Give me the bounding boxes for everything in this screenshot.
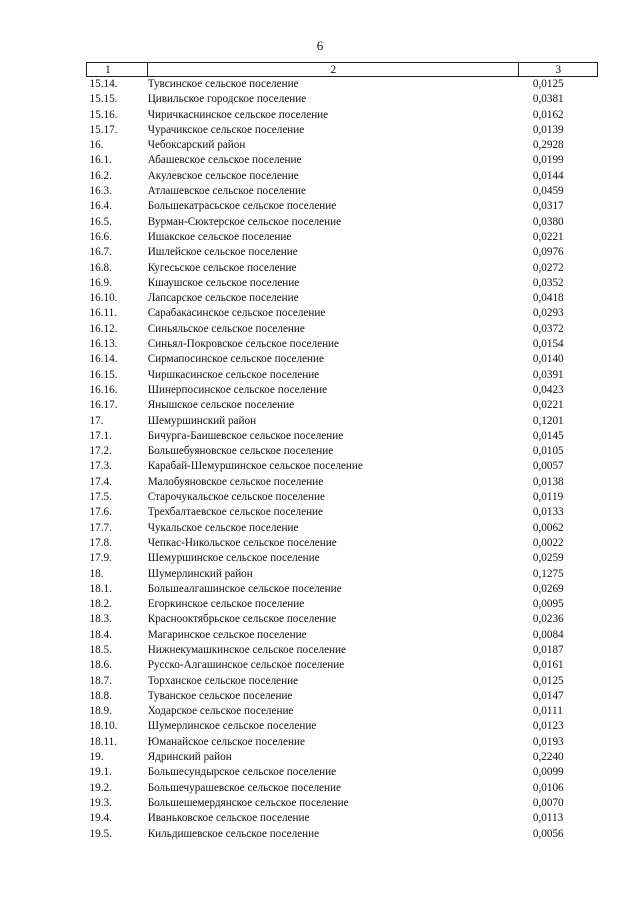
table-row xyxy=(87,414,598,429)
row-name: Вурман-Сюктерское сельское поселение xyxy=(147,215,342,228)
row-name: Туванское сельское поселение xyxy=(147,689,293,702)
row-name: Шемуршинское сельское поселение xyxy=(147,552,320,565)
table-row xyxy=(87,383,598,398)
table-row xyxy=(87,750,598,765)
row-number: 16.3. xyxy=(89,185,112,198)
row-number: 17.9. xyxy=(89,552,112,565)
table-row xyxy=(87,77,598,93)
table-row xyxy=(87,184,598,199)
row-name: Ядринский район xyxy=(147,751,232,764)
row-name: Трехбалтаевское сельское поселение xyxy=(147,506,324,519)
row-name: Абашевское сельское поселение xyxy=(147,154,302,167)
row-name: Ишакское сельское поселение xyxy=(147,230,292,243)
row-value: 0,0293 xyxy=(532,307,564,320)
table-row xyxy=(87,245,598,260)
row-name: Лапсарское сельское поселение xyxy=(147,292,299,305)
row-number: 18.11. xyxy=(89,735,118,748)
row-number: 17. xyxy=(89,414,104,427)
row-number: 16.11. xyxy=(89,307,118,320)
table-row xyxy=(87,261,598,276)
row-value: 0,0352 xyxy=(532,276,564,289)
table-row xyxy=(87,199,598,214)
row-value: 0,2240 xyxy=(532,751,564,764)
table-row xyxy=(87,429,598,444)
table-body xyxy=(87,77,598,842)
row-number: 17.5. xyxy=(89,491,112,504)
row-value: 0,0976 xyxy=(532,246,564,259)
table-row xyxy=(87,444,598,459)
row-name: Синьял-Покровское сельское поселение xyxy=(147,338,340,351)
row-name: Тувсинское сельское поселение xyxy=(147,78,299,90)
row-value: 0,0145 xyxy=(532,429,564,442)
row-name: Большебуяновское сельское поселение xyxy=(147,445,334,458)
column-header-name: 2 xyxy=(148,63,519,77)
row-number: 15.17. xyxy=(89,123,118,136)
table-row xyxy=(87,153,598,168)
table-row xyxy=(87,92,598,107)
table-row xyxy=(87,521,598,536)
row-name: Краснооктябрьское сельское поселение xyxy=(147,613,337,626)
row-name: Русско-Алгашинское сельское поселение xyxy=(147,659,345,672)
table-row xyxy=(87,215,598,230)
row-number: 19.5. xyxy=(89,827,112,840)
row-number: 18.3. xyxy=(89,613,112,626)
row-number: 16.16. xyxy=(89,383,118,396)
row-value: 0,0119 xyxy=(532,491,564,504)
row-number: 17.2. xyxy=(89,445,112,458)
row-name: Синьяльское сельское поселение xyxy=(147,322,305,335)
row-number: 16.10. xyxy=(89,292,118,305)
row-value: 0,0138 xyxy=(532,475,564,488)
row-number: 16.2. xyxy=(89,169,112,182)
table-row xyxy=(87,735,598,750)
row-name: Карабай-Шемуршинское сельское поселение xyxy=(147,460,363,473)
row-number: 18.8. xyxy=(89,689,112,702)
table-row xyxy=(87,505,598,520)
row-name: Кугесьское сельское поселение xyxy=(147,261,297,274)
table-row xyxy=(87,368,598,383)
row-value: 0,0372 xyxy=(532,322,564,335)
table-row xyxy=(87,490,598,505)
row-value: 0,0084 xyxy=(532,628,564,641)
row-number: 17.8. xyxy=(89,536,112,549)
row-value: 0,0070 xyxy=(532,796,564,809)
table-header-row xyxy=(87,63,598,77)
row-number: 19.4. xyxy=(89,812,112,825)
row-value: 0,0125 xyxy=(532,78,564,90)
row-number: 18.10. xyxy=(89,720,118,733)
row-value: 0,0095 xyxy=(532,598,564,611)
row-name: Чукальское сельское поселение xyxy=(147,521,299,534)
table-row xyxy=(87,674,598,689)
table-row xyxy=(87,551,598,566)
table-row xyxy=(87,781,598,796)
row-value: 0,1201 xyxy=(532,414,564,427)
table-row xyxy=(87,536,598,551)
row-name: Иваньковское сельское поселение xyxy=(147,812,310,825)
row-number: 19.1. xyxy=(89,766,112,779)
row-value: 0,0113 xyxy=(532,812,564,825)
row-value: 0,2928 xyxy=(532,139,564,152)
row-name: Торханское сельское поселение xyxy=(147,674,299,687)
row-value: 0,0062 xyxy=(532,521,564,534)
table-row xyxy=(87,475,598,490)
table-row xyxy=(87,827,598,842)
row-name: Кильдишевское сельское поселение xyxy=(147,827,320,840)
row-value: 0,0154 xyxy=(532,338,564,351)
row-value: 0,0259 xyxy=(532,552,564,565)
row-number: 18.4. xyxy=(89,628,112,641)
row-name: Шумерлинское сельское поселение xyxy=(147,720,317,733)
row-number: 16.17. xyxy=(89,399,118,412)
row-value: 0,0099 xyxy=(532,766,564,779)
table-row xyxy=(87,169,598,184)
row-number: 16.6. xyxy=(89,230,112,243)
row-number: 17.6. xyxy=(89,506,112,519)
row-number: 18.2. xyxy=(89,598,112,611)
row-name: Чиршкасинское сельское поселение xyxy=(147,368,320,381)
row-name: Большекатрасьское сельское поселение xyxy=(147,200,337,213)
row-name: Бичурга-Баишевское сельское поселение xyxy=(147,429,344,442)
row-number: 18.7. xyxy=(89,674,112,687)
row-name: Янышское сельское поселение xyxy=(147,399,295,412)
row-value: 0,0269 xyxy=(532,582,564,595)
row-number: 18.6. xyxy=(89,659,112,672)
table-row xyxy=(87,643,598,658)
table-row xyxy=(87,597,598,612)
row-number: 18.5. xyxy=(89,643,112,656)
row-value: 0,0187 xyxy=(532,643,564,656)
table-row xyxy=(87,811,598,826)
row-value: 0,1275 xyxy=(532,567,564,580)
row-number: 16.7. xyxy=(89,246,112,259)
table-row xyxy=(87,582,598,597)
row-value: 0,0423 xyxy=(532,383,564,396)
row-name: Кшаушское сельское поселение xyxy=(147,276,300,289)
row-number: 16.15. xyxy=(89,368,118,381)
table-row xyxy=(87,291,598,306)
row-value: 0,0056 xyxy=(532,827,564,840)
row-number: 16.5. xyxy=(89,215,112,228)
row-number: 15.16. xyxy=(89,108,118,121)
row-name: Шумерлинский район xyxy=(147,567,253,580)
row-value: 0,0106 xyxy=(532,781,564,794)
column-header-number: 1 xyxy=(87,63,148,77)
row-name: Чурачикское сельское поселение xyxy=(147,123,305,136)
table-row xyxy=(87,306,598,321)
row-value: 0,0381 xyxy=(532,93,564,106)
row-name: Акулевское сельское поселение xyxy=(147,169,299,182)
row-name: Егоркинское сельское поселение xyxy=(147,598,305,611)
row-value: 0,0139 xyxy=(532,123,564,136)
row-value: 0,0140 xyxy=(532,353,564,366)
row-name: Малобуяновское сельское поселение xyxy=(147,475,324,488)
row-number: 15.14. xyxy=(89,78,118,90)
row-number: 17.4. xyxy=(89,475,112,488)
table-row xyxy=(87,398,598,413)
row-number: 16.4. xyxy=(89,200,112,213)
row-number: 17.3. xyxy=(89,460,112,473)
row-number: 19. xyxy=(89,751,104,764)
row-value: 0,0111 xyxy=(532,705,563,718)
column-header-value: 3 xyxy=(519,63,598,77)
row-value: 0,0022 xyxy=(532,536,564,549)
row-number: 17.1. xyxy=(89,429,112,442)
row-name: Шемуршинский район xyxy=(147,414,257,427)
row-value: 0,0105 xyxy=(532,445,564,458)
row-value: 0,0133 xyxy=(532,506,564,519)
table-row xyxy=(87,337,598,352)
row-name: Чиричкаснинское сельское поселение xyxy=(147,108,329,121)
table-row xyxy=(87,796,598,811)
row-name: Большесундырское сельское поселение xyxy=(147,766,337,779)
row-value: 0,0272 xyxy=(532,261,564,274)
table-row xyxy=(87,352,598,367)
table-row xyxy=(87,276,598,291)
row-value: 0,0459 xyxy=(532,185,564,198)
row-number: 15.15. xyxy=(89,93,118,106)
table-row xyxy=(87,123,598,138)
row-name: Большечурашевское сельское поселение xyxy=(147,781,341,794)
row-number: 19.3. xyxy=(89,796,112,809)
row-number: 16.12. xyxy=(89,322,118,335)
row-value: 0,0057 xyxy=(532,460,564,473)
row-number: 16. xyxy=(89,139,104,152)
row-value: 0,0123 xyxy=(532,720,564,733)
row-value: 0,0125 xyxy=(532,674,564,687)
row-value: 0,0199 xyxy=(532,154,564,167)
row-number: 16.13. xyxy=(89,338,118,351)
row-name: Чебоксарский район xyxy=(147,139,246,152)
row-name: Ходарское сельское поселение xyxy=(147,705,294,718)
row-number: 17.7. xyxy=(89,521,112,534)
page-number: 6 xyxy=(316,38,324,53)
table-row xyxy=(87,322,598,337)
table-row xyxy=(87,138,598,153)
row-name: Цивильское городское поселение xyxy=(147,93,307,106)
table-row xyxy=(87,765,598,780)
row-value: 0,0161 xyxy=(532,659,564,672)
settlement-table xyxy=(86,62,598,842)
row-number: 18.1. xyxy=(89,582,112,595)
row-value: 0,0162 xyxy=(532,108,564,121)
row-name: Сирмапосинское сельское поселение xyxy=(147,353,324,366)
table-row xyxy=(87,704,598,719)
row-name: Большеалгашинское сельское поселение xyxy=(147,582,342,595)
table-row xyxy=(87,230,598,245)
row-number: 16.14. xyxy=(89,353,118,366)
row-value: 0,0221 xyxy=(532,230,564,243)
row-value: 0,0391 xyxy=(532,368,564,381)
row-name: Сарабакасинское сельское поселение xyxy=(147,307,326,320)
row-number: 16.1. xyxy=(89,154,112,167)
row-number: 16.9. xyxy=(89,276,112,289)
row-name: Большешемердянское сельское поселение xyxy=(147,796,349,809)
table-row xyxy=(87,459,598,474)
row-name: Шинерпосинское сельское поселение xyxy=(147,383,328,396)
row-number: 16.8. xyxy=(89,261,112,274)
row-value: 0,0418 xyxy=(532,292,564,305)
row-value: 0,0144 xyxy=(532,169,564,182)
row-number: 19.2. xyxy=(89,781,112,794)
row-value: 0,0193 xyxy=(532,735,564,748)
row-name: Ишлейское сельское поселение xyxy=(147,246,298,259)
row-value: 0,0380 xyxy=(532,215,564,228)
row-name: Чепкас-Никольское сельское поселение xyxy=(147,536,337,549)
table-row xyxy=(87,658,598,673)
row-name: Магаринское сельское поселение xyxy=(147,628,307,641)
row-number: 18.9. xyxy=(89,705,112,718)
row-name: Атлашевское сельское поселение xyxy=(147,185,306,198)
row-value: 0,0147 xyxy=(532,689,564,702)
table-row xyxy=(87,108,598,123)
row-value: 0,0317 xyxy=(532,200,564,213)
row-number: 18. xyxy=(89,567,104,580)
table-row xyxy=(87,689,598,704)
row-name: Старочукальское сельское поселение xyxy=(147,491,325,504)
row-name: Нижнекумашкинское сельское поселение xyxy=(147,643,346,656)
table-row xyxy=(87,567,598,582)
row-value: 0,0236 xyxy=(532,613,564,626)
table-row xyxy=(87,628,598,643)
table-row xyxy=(87,719,598,734)
row-name: Юманайское сельское поселение xyxy=(147,735,305,748)
row-value: 0,0221 xyxy=(532,399,564,412)
table-row xyxy=(87,612,598,627)
